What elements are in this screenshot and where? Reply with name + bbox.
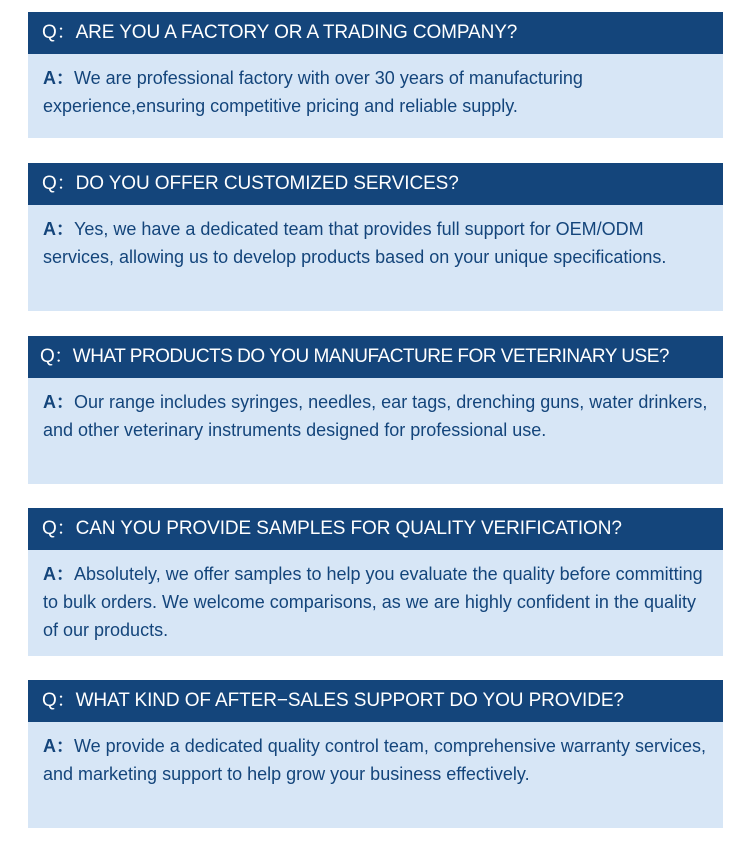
- answer-text: We provide a dedicated quality control team, comprehensive warranty services, and marketing support to help grow your business effectively.: [43, 736, 706, 784]
- answer-prefix: A：: [43, 392, 74, 412]
- faq-answer: [28, 550, 723, 656]
- question-text: WHAT PRODUCTS DO YOU MANUFACTURE FOR VETERINARY USE?: [72, 346, 669, 367]
- question-prefix: Q：: [40, 346, 73, 367]
- answer-prefix: A：: [43, 564, 74, 584]
- faq-item: [28, 163, 723, 311]
- question-text: DO YOU OFFER CUSTOMIZED SERVICES?: [75, 173, 459, 194]
- answer-prefix: A：: [43, 736, 74, 756]
- faq-question: [28, 163, 723, 205]
- faq-item: [28, 508, 723, 656]
- faq-answer: [28, 722, 723, 828]
- faq-item: [28, 12, 723, 138]
- question-prefix: Q：: [42, 173, 76, 194]
- faq-item: [28, 680, 723, 828]
- question-prefix: Q：: [42, 518, 76, 539]
- question-text: ARE YOU A FACTORY OR A TRADING COMPANY?: [75, 22, 518, 43]
- answer-text: We are professional factory with over 30 years of manufacturing experience,ensuring competitive pricing and reliable supply.: [43, 68, 583, 116]
- question-text: WHAT KIND OF AFTER−SALES SUPPORT DO YOU PROVIDE?: [75, 690, 624, 711]
- question-text: CAN YOU PROVIDE SAMPLES FOR QUALITY VERIFICATION?: [75, 518, 622, 539]
- answer-text: Our range includes syringes, needles, ear tags, drenching guns, water drinkers, and other veterinary instruments designed for professional use.: [43, 392, 708, 440]
- faq-question: [28, 680, 723, 722]
- faq-question: [28, 12, 723, 54]
- answer-prefix: A：: [43, 68, 74, 88]
- faq-answer: [28, 205, 723, 311]
- answer-text: Yes, we have a dedicated team that provides full support for OEM/ODM services, allowing us to develop products based on your unique specifications.: [43, 219, 667, 267]
- faq-question: [28, 508, 723, 550]
- answer-text: Absolutely, we offer samples to help you evaluate the quality before committing to bulk orders. We welcome comparisons, as we are highly confident in the quality of our products.: [43, 564, 703, 640]
- question-prefix: Q：: [42, 22, 76, 43]
- faq-answer: [28, 378, 723, 484]
- question-prefix: Q：: [42, 690, 76, 711]
- faq-item: [28, 336, 723, 484]
- faq-question: [28, 336, 723, 378]
- faq-answer: [28, 54, 723, 138]
- answer-prefix: A：: [43, 219, 74, 239]
